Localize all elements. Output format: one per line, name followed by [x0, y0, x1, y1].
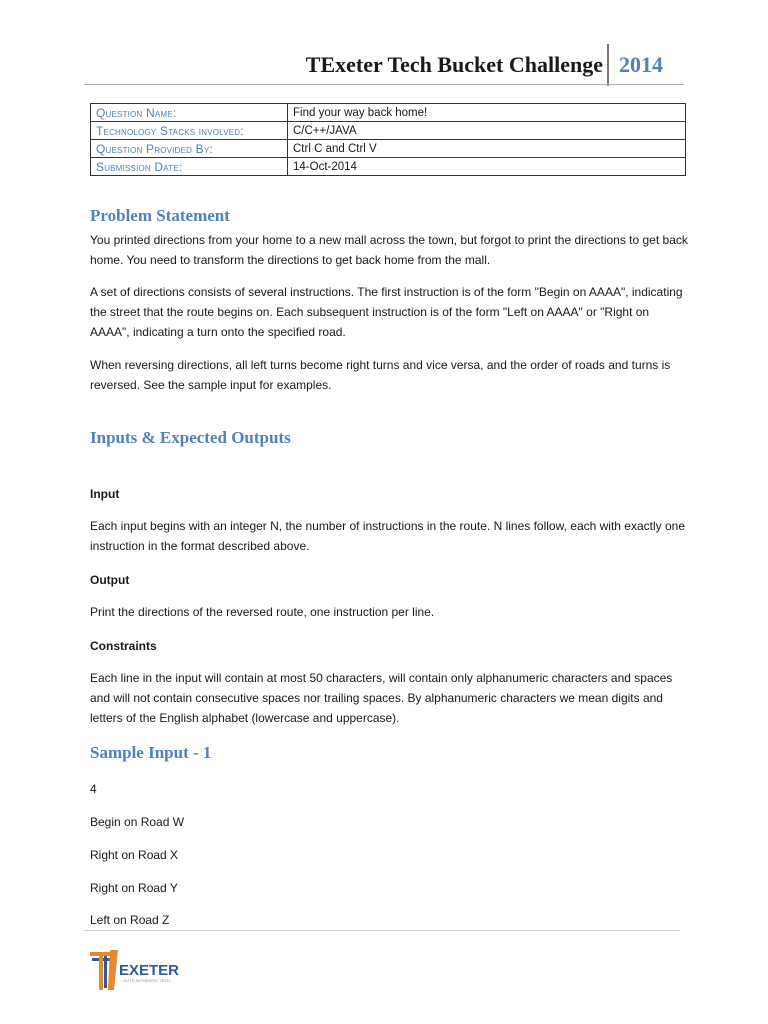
sample-line: Begin on Road W [90, 815, 185, 829]
sample-line: 4 [90, 782, 97, 796]
problem-paragraph-2: A set of directions consists of several instructions. The first instruction is of the form "Begin on AAAA", indicating the street that the route begins on. Each subsequent instruction is of the form "Left on AAAA" or "Right on AAAA", indicating a turn onto the specified road. [90, 285, 683, 339]
question-info-table [90, 103, 686, 176]
info-value: Ctrl C and Ctrl V [288, 140, 686, 158]
constraints-label: Constraints [90, 639, 157, 653]
logo-tagline: ...ELITE AUTHENTIC TECH [120, 978, 171, 983]
output-label: Output [90, 573, 130, 587]
table-row [91, 140, 686, 158]
logo-wordmark: EXETER [119, 962, 180, 979]
info-value: C/C++/JAVA [288, 122, 686, 140]
table-row [91, 122, 686, 140]
input-label: Input [90, 487, 120, 501]
table-row [91, 104, 686, 122]
footer-rule [84, 930, 680, 931]
info-value: Find your way back home! [288, 104, 686, 122]
sample-line: Right on Road Y [90, 881, 178, 895]
info-key: Submission Date: [91, 158, 288, 176]
header-rule [84, 84, 684, 85]
info-key: Technology Stacks involved: [91, 122, 288, 140]
info-key: Question Provided By: [91, 140, 288, 158]
problem-paragraph-3: When reversing directions, all left turns become right turns and vice versa, and the order of roads and turns is reversed. See the sample input for examples. [90, 358, 671, 392]
header-separator [607, 44, 609, 86]
document-title: TExeter Tech Bucket Challenge [305, 52, 603, 77]
sample-input-heading: Sample Input - 1 [90, 743, 212, 762]
info-key: Question Name: [91, 104, 288, 122]
texeter-logo [88, 946, 198, 996]
sample-line: Right on Road X [90, 848, 179, 862]
document-year: 2014 [619, 52, 663, 77]
table-row [91, 158, 686, 176]
problem-paragraph-1: You printed directions from your home to a new mall across the town, but forgot to print the directions to get back home. You need to transform the directions to get back home from the mall. [90, 233, 688, 267]
io-heading: Inputs & Expected Outputs [90, 428, 291, 447]
output-description: Print the directions of the reversed route, one instruction per line. [90, 605, 435, 619]
constraints-description: Each line in the input will contain at most 50 characters, will contain only alphanumeric characters and spaces and will not contain consecutive spaces nor trailing spaces. By alphanumeric characters we mean digits and letters of the English alphabet (lowercase and uppercase). [90, 671, 673, 725]
info-value: 14-Oct-2014 [288, 158, 686, 176]
problem-statement-heading: Problem Statement [90, 206, 230, 225]
sample-line: Left on Road Z [90, 913, 170, 927]
input-description: Each input begins with an integer N, the number of instructions in the route. N lines follow, each with exactly one instruction in the format described above. [90, 519, 685, 553]
